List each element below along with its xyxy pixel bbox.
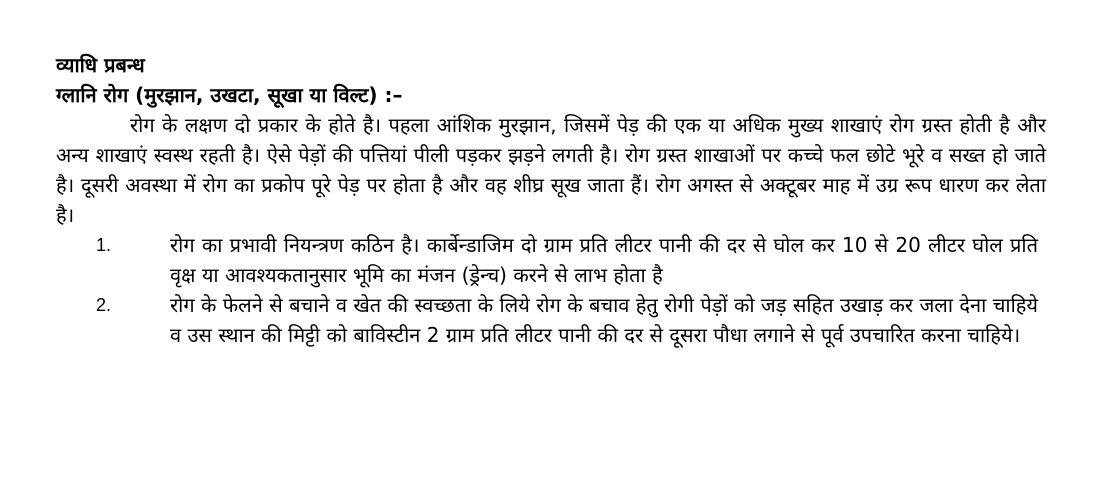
list-item-text: रोग के फेलने से बचाने व खेत की स्वच्छता के लिये रोग के बचाव हेतु रोगी पेड़ों को जड़ सहित उखाड़ कर जला देना चाहिये व उस स्थान की मिट्टी को बाविस्टीन 2 ग्राम प्रति लीटर पानी की दर से दूसरा पौधा लगाने से पूर्व उपचारित करना चाहिये। xyxy=(170,293,1038,347)
section-heading: व्याधि प्रबन्ध xyxy=(56,53,145,77)
list-item-number: 2. xyxy=(96,295,112,315)
list-item xyxy=(56,290,1046,350)
symptoms-paragraph: रोग के लक्षण दो प्रकार के होते है। पहला आंशिक मुरझान, जिसमें पेड़ की एक या अधिक मुख्य शाखाएं रोग ग्रस्त होती है और अन्य शाखाएं स्वस्थ रहती है। ऐसे पेड़ों की पत्तियां पीली पड़कर झड़ने लगती है। रोग ग्रस्त शाखाओं पर कच्चे फल छोटे भूरे व सख्त हो जाते है। दूसरी अवस्था में रोग का प्रकोप पूरे पेड़ पर होता है और वह शीघ्र सूख जाता हैं। रोग अगस्त से अक्टूबर माह में उग्र रूप धारण कर लेता है। xyxy=(56,113,1046,227)
management-list xyxy=(56,230,1046,350)
list-item-text: रोग का प्रभावी नियन्त्रण कठिन है। कार्बेन्डाजिम दो ग्राम प्रति लीटर पानी की दर से घोल कर 10 से 20 लीटर घोल प्रति वृक्ष या आवश्यकतानुसार भूमि का मंजन (ड्रेन्च) करने से लाभ होता है xyxy=(170,233,1038,287)
document-page xyxy=(56,50,1046,350)
list-item-number: 1. xyxy=(96,235,112,255)
list-item xyxy=(56,230,1046,290)
subsection-heading: ग्लानि रोग (मुरझान, उखटा, सूखा या विल्ट) :– xyxy=(56,83,403,107)
